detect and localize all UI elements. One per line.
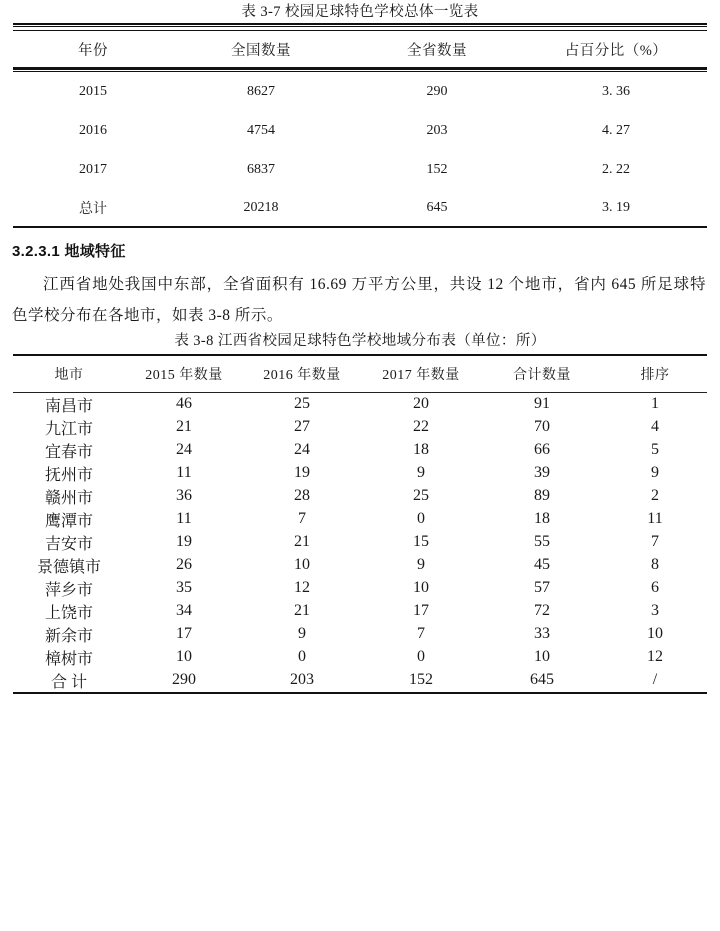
cell-rank: 4 — [651, 418, 659, 436]
table-3-7-container — [0, 23, 720, 228]
table-3-8-bottom-rule — [13, 692, 707, 694]
cell-2015: 21 — [176, 418, 192, 436]
cell-rank-total: / — [652, 671, 658, 689]
cell-2016: 9 — [298, 625, 306, 643]
cell-2015: 35 — [176, 579, 192, 597]
cell-city: 抚州市 — [44, 466, 93, 484]
cell-2015: 11 — [176, 464, 192, 482]
cell-total: 70 — [534, 418, 550, 436]
cell-year: 2017 — [79, 161, 107, 177]
cell-rank: 5 — [651, 441, 659, 459]
table-row — [13, 416, 707, 439]
cell-2017: 17 — [413, 602, 429, 620]
cell-2015: 24 — [176, 441, 192, 459]
cell-2017: 9 — [417, 464, 425, 482]
table-3-7-bottom-rule — [13, 226, 707, 228]
cell-2016: 10 — [294, 556, 310, 574]
cell-rank: 1 — [651, 395, 659, 413]
cell-2017: 22 — [413, 418, 429, 436]
cell-2016: 28 — [294, 487, 310, 505]
cell-city: 鹰潭市 — [44, 512, 93, 530]
cell-2015: 17 — [176, 625, 192, 643]
table-row — [13, 485, 707, 508]
table-3-7-head — [13, 31, 707, 68]
table-3-7 — [13, 30, 707, 68]
cell-national: 4754 — [247, 122, 275, 138]
table-row — [13, 508, 707, 531]
cell-total: 39 — [534, 464, 550, 482]
cell-national: 6837 — [247, 161, 275, 177]
cell-2017: 10 — [413, 579, 429, 597]
cell-city: 赣州市 — [44, 489, 93, 507]
table-3-8-header-table — [13, 356, 707, 392]
cell-year-total: 总计 — [79, 201, 107, 217]
table-3-8-header-row — [13, 356, 707, 392]
table-row — [13, 72, 707, 111]
table-row-total — [13, 669, 707, 692]
table-3-7-top-rule — [13, 23, 707, 27]
cell-2017: 9 — [417, 556, 425, 574]
table-row — [13, 150, 707, 189]
cell-rank: 12 — [647, 648, 663, 666]
table-3-8-container — [0, 354, 720, 694]
table-row — [13, 646, 707, 669]
cell-2017: 18 — [413, 441, 429, 459]
cell-city: 景德镇市 — [36, 558, 101, 576]
cell-2017: 25 — [413, 487, 429, 505]
table-row — [13, 531, 707, 554]
cell-2016: 0 — [298, 648, 306, 666]
cell-2017: 15 — [413, 533, 429, 551]
cell-province-total: 645 — [426, 199, 448, 215]
cell-province: 203 — [426, 122, 448, 138]
cell-year: 2015 — [79, 83, 107, 99]
cell-2016-total: 203 — [290, 671, 314, 689]
cell-city: 上饶市 — [44, 604, 93, 622]
cell-city: 吉安市 — [44, 535, 93, 553]
cell-2016: 12 — [294, 579, 310, 597]
cell-city-total: 合 计 — [50, 673, 87, 691]
cell-2017-total: 152 — [409, 671, 433, 689]
cell-total: 33 — [534, 625, 550, 643]
table-row-total — [13, 189, 707, 226]
cell-rank: 10 — [647, 625, 663, 643]
cell-percentage: 2. 22 — [602, 161, 630, 177]
table-row — [13, 554, 707, 577]
cell-rank: 7 — [651, 533, 659, 551]
cell-city: 宜春市 — [44, 443, 93, 461]
cell-percentage: 4. 27 — [602, 122, 630, 138]
col-header-national: 全国数量 — [231, 42, 291, 59]
cell-city: 九江市 — [44, 420, 93, 438]
cell-2016: 27 — [294, 418, 310, 436]
cell-total: 72 — [534, 602, 550, 620]
cell-2015: 19 — [176, 533, 192, 551]
table-3-8-body-table — [13, 393, 707, 692]
body-paragraph: 江西省地处我国中东部，全省面积有 16.69 万平方公里，共设 12 个地市，省内 645 所足球特色学校分布在各地市，如表 3-8 所示。 — [12, 276, 706, 325]
table-3-8-caption: 表 3-8 江西省校园足球特色学校地域分布表（单位：所） — [174, 333, 546, 350]
cell-2015: 34 — [176, 602, 192, 620]
cell-total: 45 — [534, 556, 550, 574]
cell-2015: 11 — [176, 510, 192, 528]
section-heading: 3.2.3.1 地域特征 — [12, 243, 126, 261]
cell-province: 290 — [426, 83, 448, 99]
cell-percentage: 3. 36 — [602, 83, 630, 99]
cell-2017: 0 — [417, 510, 425, 528]
cell-2017: 20 — [413, 395, 429, 413]
col-header-rank: 排序 — [640, 367, 670, 383]
cell-2016: 19 — [294, 464, 310, 482]
cell-total: 66 — [534, 441, 550, 459]
col-header-year: 年份 — [78, 42, 108, 59]
cell-2015: 10 — [176, 648, 192, 666]
cell-national: 8627 — [247, 83, 275, 99]
cell-total: 89 — [534, 487, 550, 505]
cell-rank: 3 — [651, 602, 659, 620]
col-header-total: 合计数量 — [513, 367, 571, 383]
cell-rank: 11 — [647, 510, 663, 528]
cell-rank: 9 — [651, 464, 659, 482]
cell-national-total: 20218 — [243, 199, 279, 215]
cell-total: 91 — [534, 395, 550, 413]
table-row — [13, 600, 707, 623]
cell-city: 樟树市 — [44, 650, 93, 668]
cell-total: 55 — [534, 533, 550, 551]
cell-2016: 21 — [294, 533, 310, 551]
cell-percentage-total: 3. 19 — [602, 199, 630, 215]
table-row — [13, 111, 707, 150]
cell-total-total: 645 — [530, 671, 554, 689]
cell-rank: 2 — [651, 487, 659, 505]
cell-province: 152 — [426, 161, 448, 177]
cell-2016: 21 — [294, 602, 310, 620]
cell-city: 新余市 — [44, 627, 93, 645]
cell-2016: 25 — [294, 395, 310, 413]
table-row — [13, 462, 707, 485]
cell-2015-total: 290 — [172, 671, 196, 689]
cell-rank: 6 — [651, 579, 659, 597]
cell-year: 2016 — [79, 122, 107, 138]
cell-2016: 24 — [294, 441, 310, 459]
table-row — [13, 577, 707, 600]
col-header-percentage: 占百分比（%） — [564, 42, 668, 59]
cell-2015: 36 — [176, 487, 192, 505]
cell-2015: 46 — [176, 395, 192, 413]
table-3-7-body — [13, 72, 707, 226]
col-header-province: 全省数量 — [407, 42, 467, 59]
cell-2017: 7 — [417, 625, 425, 643]
cell-2015: 26 — [176, 556, 192, 574]
cell-city: 萍乡市 — [44, 581, 93, 599]
cell-total: 10 — [534, 648, 550, 666]
cell-total: 18 — [534, 510, 550, 528]
table-3-7-caption: 表 3-7 校园足球特色学校总体一览表 — [241, 4, 479, 20]
table-row — [13, 623, 707, 646]
cell-total: 57 — [534, 579, 550, 597]
cell-2017: 0 — [417, 648, 425, 666]
cell-2016: 7 — [298, 510, 306, 528]
table-row — [13, 439, 707, 462]
table-row — [13, 393, 707, 416]
col-header-2015: 2015 年数量 — [145, 367, 223, 383]
cell-rank: 8 — [651, 556, 659, 574]
col-header-city: 地市 — [54, 367, 84, 383]
cell-city: 南昌市 — [44, 397, 93, 415]
col-header-2016: 2016 年数量 — [263, 367, 341, 383]
col-header-2017: 2017 年数量 — [382, 367, 460, 383]
table-3-7-header-row — [13, 31, 707, 68]
